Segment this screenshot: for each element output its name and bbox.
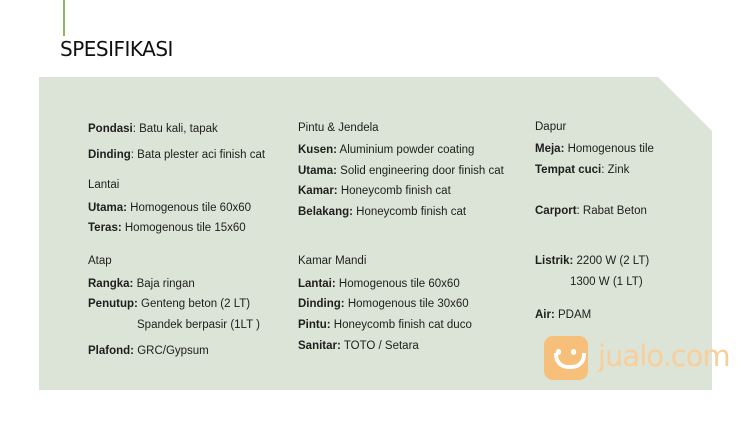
jualo-smile-icon: [544, 336, 588, 380]
watermark-text: jualo.com: [598, 339, 730, 373]
spec-air: Air: PDAM: [535, 309, 592, 321]
heading-dapur: Dapur: [535, 121, 567, 133]
spec-carport: Carport: Rabat Beton: [535, 205, 647, 217]
spec-pondasi: Pondasi: Batu kali, tapak: [88, 123, 218, 135]
spec-pintu-belakang: Belakang: Honeycomb finish cat: [298, 206, 467, 218]
accent-line: [63, 0, 65, 36]
heading-atap: Atap: [88, 255, 112, 267]
heading-pintu-jendela: Pintu & Jendela: [298, 122, 379, 134]
spec-tempat-cuci: Tempat cuci: Zink: [535, 164, 630, 176]
spec-meja: Meja: Homogenous tile: [535, 143, 654, 155]
heading-kamar-mandi: Kamar Mandi: [298, 255, 367, 267]
spec-listrik: Listrik: 2200 W (2 LT): [535, 255, 650, 267]
spec-dinding: Dinding: Bata plester aci finish cat: [88, 149, 266, 161]
spec-pintu-utama: Utama: Solid engineering door finish cat: [298, 165, 504, 177]
jualo-watermark: [544, 336, 734, 382]
spec-plafond: Plafond: GRC/Gypsum: [88, 345, 209, 357]
heading-lantai: Lantai: [88, 179, 120, 191]
spec-km-sanitar: Sanitar: TOTO / Setara: [298, 340, 419, 352]
spec-km-lantai: Lantai: Homogenous tile 60x60: [298, 278, 460, 290]
spec-penutup-2: Spandek berpasir (1LT ): [137, 319, 260, 331]
spec-rangka: Rangka: Baja ringan: [88, 278, 195, 290]
spec-kusen: Kusen: Aluminium powder coating: [298, 144, 475, 156]
spec-listrik-2: 1300 W (1 LT): [570, 276, 643, 288]
spec-km-pintu: Pintu: Honeycomb finish cat duco: [298, 319, 472, 331]
spec-km-dinding: Dinding: Homogenous tile 30x60: [298, 298, 469, 310]
spec-lantai-utama: Utama: Homogenous tile 60x60: [88, 202, 252, 214]
spec-teras: Teras: Homogenous tile 15x60: [88, 222, 246, 234]
spec-penutup: Penutup: Genteng beton (2 LT): [88, 298, 251, 310]
page-title: SPESIFIKASI: [60, 37, 173, 61]
spec-pintu-kamar: Kamar: Honeycomb finish cat: [298, 185, 451, 197]
